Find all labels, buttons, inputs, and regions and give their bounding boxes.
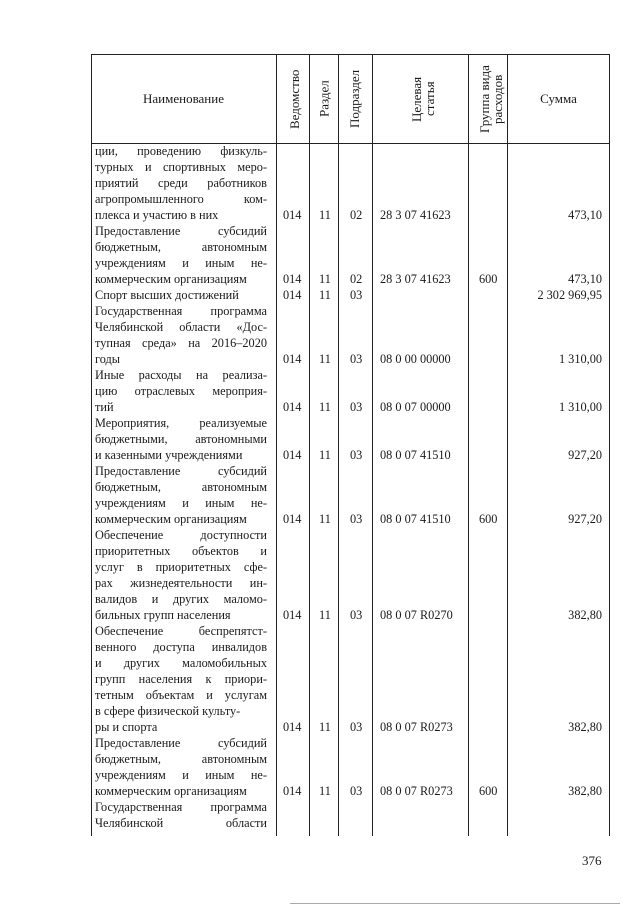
subsection-cell: 03 bbox=[350, 512, 363, 526]
header-name: Наименование bbox=[143, 91, 224, 106]
target-cell: 08 0 07 00000 bbox=[380, 400, 451, 414]
dept-cell: 014 bbox=[283, 288, 302, 302]
section-cell: 11 bbox=[319, 448, 331, 462]
row-name: Предоставление субсидий бюджетным, автономным учреждениям и иным не- коммерческим организациям bbox=[95, 464, 267, 526]
subsection-cell: 03 bbox=[350, 608, 363, 622]
header-expense-group: Группа вида расходов bbox=[477, 65, 505, 133]
col-border-5 bbox=[468, 54, 469, 836]
target-cell: 08 0 00 00000 bbox=[380, 352, 451, 366]
header-subsection: Подраздел bbox=[347, 69, 362, 129]
row-name: ции, проведению физкуль- турных и спортивных меро- приятий среди работников агропромышленного ком- плекса и участию в них bbox=[95, 144, 267, 222]
group-cell: 600 bbox=[479, 272, 498, 286]
subsection-cell: 02 bbox=[350, 208, 363, 222]
section-cell: 11 bbox=[319, 784, 331, 798]
target-cell: 08 0 07 R0270 bbox=[380, 608, 453, 622]
target-cell: 08 0 07 41510 bbox=[380, 448, 451, 462]
row-name: Государственная программа Челябинской области «Дос- тупная среда» на 2016–2020 годы bbox=[95, 304, 267, 366]
subsection-cell: 02 bbox=[350, 272, 363, 286]
group-cell: 600 bbox=[479, 784, 498, 798]
subsection-cell: 03 bbox=[350, 288, 363, 302]
col-border-3 bbox=[338, 54, 339, 836]
col-border-0 bbox=[91, 54, 92, 836]
row-name: Спорт высших достижений bbox=[95, 288, 239, 302]
subsection-cell: 03 bbox=[350, 400, 363, 414]
subsection-cell: 03 bbox=[350, 352, 363, 366]
header-department: Ведомство bbox=[287, 69, 302, 129]
dept-cell: 014 bbox=[283, 208, 302, 222]
group-cell: 600 bbox=[479, 512, 498, 526]
row-name: Обеспечение беспрепятст- венного доступа инвалидов и других маломобильных групп населения к приори- тетным объектам и услугам в сфере физической культу- ры и спорта bbox=[95, 624, 267, 734]
page-number: 376 bbox=[582, 853, 602, 868]
dept-cell: 014 bbox=[283, 720, 302, 734]
sum-cell: 1 310,00 bbox=[558, 400, 602, 414]
sum-cell: 927,20 bbox=[568, 512, 602, 526]
row-name: Обеспечение доступности приоритетных объектов и услуг в приоритетных сфе- рах жизнедеятельности ин- валидов и других маломо- бильных групп населения bbox=[95, 528, 267, 622]
sum-cell: 382,80 bbox=[568, 784, 602, 798]
section-cell: 11 bbox=[319, 608, 331, 622]
section-cell: 11 bbox=[319, 512, 331, 526]
subsection-cell: 03 bbox=[350, 720, 363, 734]
sum-cell: 927,20 bbox=[568, 448, 602, 462]
target-cell: 28 3 07 41623 bbox=[380, 272, 451, 286]
header-section: Раздел bbox=[316, 80, 332, 118]
section-cell: 11 bbox=[319, 272, 331, 286]
col-border-7 bbox=[609, 54, 610, 836]
section-cell: 11 bbox=[319, 288, 331, 302]
row-name: Предоставление субсидий бюджетным, автономным учреждениям и иным не- коммерческим организациям bbox=[95, 736, 267, 798]
dept-cell: 014 bbox=[283, 352, 302, 366]
sum-cell: 1 310,00 bbox=[558, 352, 602, 366]
header-target-article: Целевая статья bbox=[409, 76, 437, 122]
sum-cell: 382,80 bbox=[568, 720, 602, 734]
row-name: Государственная программа Челябинской области bbox=[95, 800, 267, 830]
row-name: Иные расходы на реализа- цию отраслевых мероприя- тий bbox=[95, 368, 267, 414]
target-cell: 08 0 07 R0273 bbox=[380, 784, 453, 798]
subsection-cell: 03 bbox=[350, 448, 363, 462]
dept-cell: 014 bbox=[283, 784, 302, 798]
col-border-1 bbox=[276, 54, 277, 836]
target-cell: 08 0 07 41510 bbox=[380, 512, 451, 526]
subsection-cell: 03 bbox=[350, 784, 363, 798]
sum-cell: 2 302 969,95 bbox=[537, 288, 602, 302]
col-border-2 bbox=[309, 54, 310, 836]
sum-cell: 382,80 bbox=[568, 608, 602, 622]
dept-cell: 014 bbox=[283, 608, 302, 622]
section-cell: 11 bbox=[319, 208, 331, 222]
section-cell: 11 bbox=[319, 352, 331, 366]
row-name: Предоставление субсидий бюджетным, автономным учреждениям и иным не- коммерческим организациям bbox=[95, 224, 267, 286]
target-cell: 28 3 07 41623 bbox=[380, 208, 451, 222]
target-cell: 08 0 07 R0273 bbox=[380, 720, 453, 734]
header-sum: Сумма bbox=[540, 91, 577, 106]
dept-cell: 014 bbox=[283, 272, 302, 286]
dept-cell: 014 bbox=[283, 400, 302, 414]
col-border-4 bbox=[372, 54, 373, 836]
sum-cell: 473,10 bbox=[568, 208, 602, 222]
dept-cell: 014 bbox=[283, 448, 302, 462]
table-top-border bbox=[91, 54, 610, 55]
dept-cell: 014 bbox=[283, 512, 302, 526]
footer-rule bbox=[290, 903, 620, 904]
section-cell: 11 bbox=[319, 400, 331, 414]
section-cell: 11 bbox=[319, 720, 331, 734]
sum-cell: 473,10 bbox=[568, 272, 602, 286]
row-name: Мероприятия, реализуемые бюджетными, автономными и казенными учреждениями bbox=[95, 416, 267, 462]
